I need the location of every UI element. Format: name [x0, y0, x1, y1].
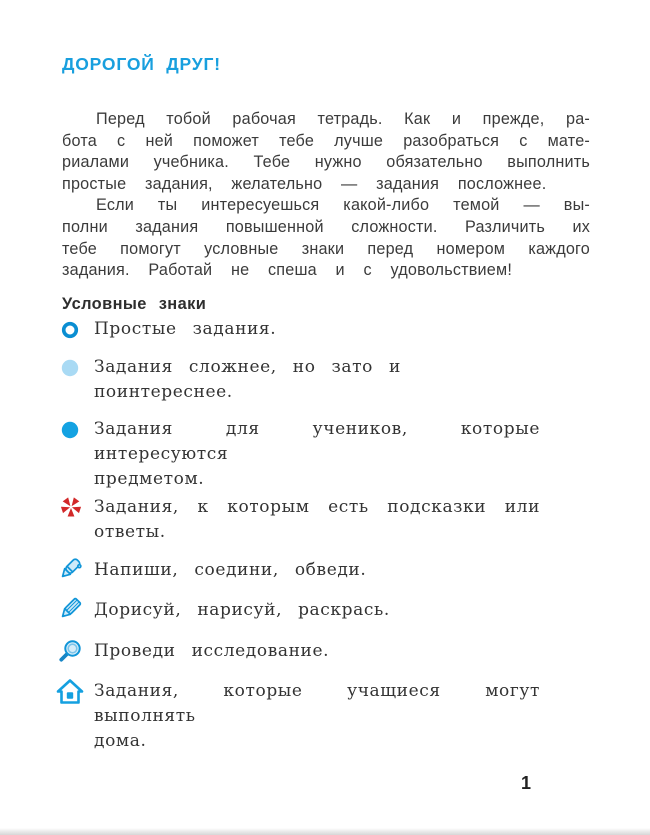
legend-item-label: Задания для учеников, которые интересуются	[94, 419, 540, 464]
page-title: ДОРОГОЙ ДРУГ!	[62, 54, 221, 74]
intro-line: Перед тобой рабочая тетрадь. Как и прежде, ра-	[96, 110, 590, 128]
legend-item-label: предметом.	[94, 469, 205, 489]
intro-line: Если ты интересуешься какой-либо темой — вы-	[96, 196, 590, 215]
legend-item-write-connect	[56, 558, 540, 586]
intro-line: задания. Работай не спеша и с удовольствием!	[62, 261, 513, 280]
legend-item-label: Проведи исследование.	[94, 640, 330, 661]
circle-outline-icon	[56, 317, 94, 339]
pen-icon	[56, 558, 94, 586]
legend-item-label: Дорисуй, нарисуй, раскрась.	[94, 600, 390, 620]
page-number: 1	[521, 773, 532, 793]
legend-item-interested-students	[56, 417, 540, 492]
legend-item-research	[56, 639, 540, 667]
legend-item-label: дома.	[94, 731, 147, 751]
intro-line: тебе помогут условные знаки перед номером каждого	[62, 239, 590, 258]
intro-paragraphs	[62, 109, 590, 282]
intro-line: простые задания, желательно — задания посложнее.	[62, 174, 547, 193]
circle-solid-icon	[56, 417, 94, 439]
legend-item-harder-tasks	[56, 355, 540, 405]
circle-light-icon	[56, 355, 94, 377]
legend-item-label: Задания сложнее, но зато и поинтереснее.	[94, 356, 401, 402]
legend-item-simple-tasks	[56, 317, 540, 342]
legend-item-label: Напиши, соедини, обведи.	[94, 559, 367, 580]
intro-line: риалами учебника. Тебе нужно обязательно выполнить	[62, 153, 590, 172]
house-icon	[56, 679, 94, 707]
legend-heading: Условные знаки	[62, 295, 207, 313]
legend-item-draw-color	[56, 598, 540, 626]
intro-line: полни задания повышенной сложности. Различить их	[62, 217, 590, 236]
page-edge-shadow	[0, 828, 650, 835]
pencil-icon	[56, 598, 94, 626]
legend-item-label: Задания, к которым есть подсказки или ответы.	[94, 497, 540, 542]
legend-item-hints-answers	[56, 495, 540, 545]
intro-line: бота с ней поможет тебе лучше разобраться с мате-	[62, 131, 590, 150]
legend-item-label: Задания, которые учащиеся могут выполнять	[94, 681, 540, 726]
magnifier-icon	[56, 639, 94, 667]
legend-item-home-tasks	[56, 679, 540, 754]
asterisk-icon	[56, 495, 94, 517]
legend-list	[56, 317, 540, 757]
legend-item-label: Простые задания.	[94, 319, 277, 339]
